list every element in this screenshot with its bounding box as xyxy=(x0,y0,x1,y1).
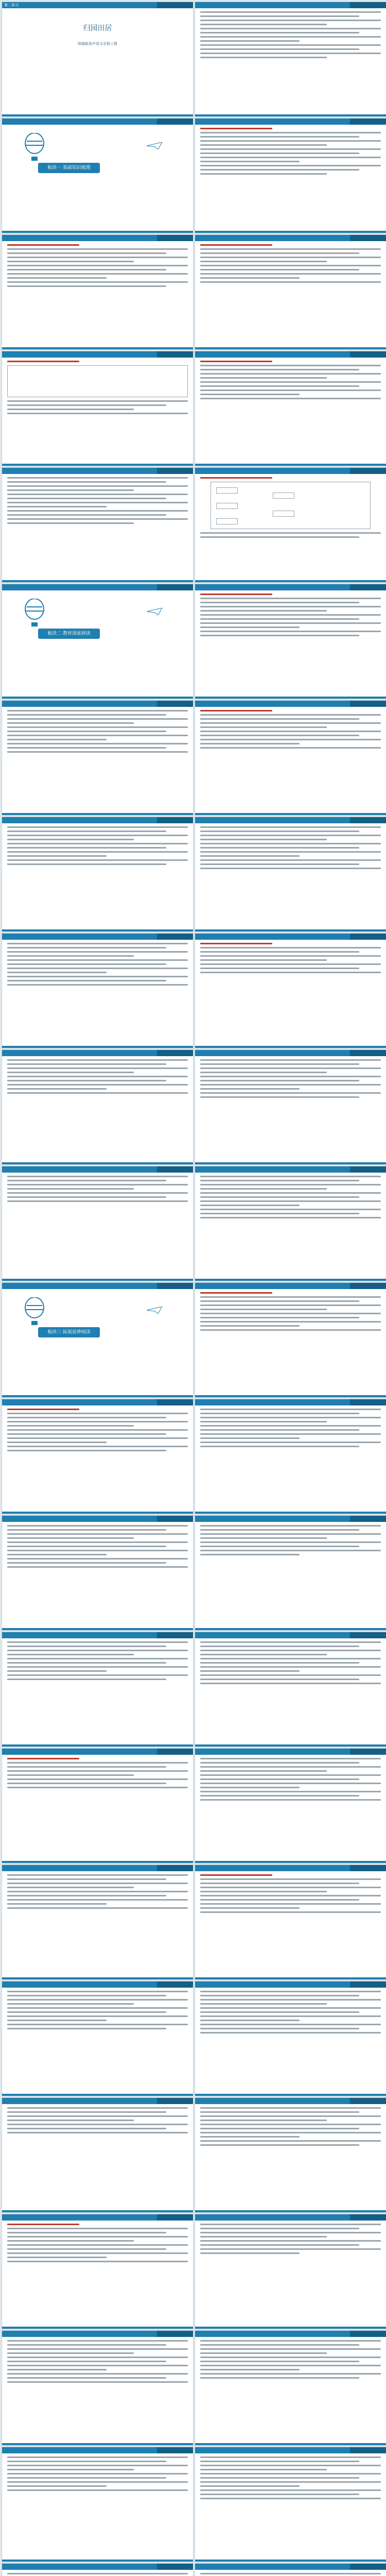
content-slide xyxy=(2,1166,193,1281)
unit-label: 第二单元 xyxy=(4,3,19,7)
content-slide xyxy=(195,2098,386,2212)
section-banner-3: 板块三 拓展延伸阅读 xyxy=(38,1327,100,1337)
hot-air-balloon-icon xyxy=(23,599,46,629)
content-slide xyxy=(2,1050,193,1164)
cover-title: 归园田居 xyxy=(83,24,112,32)
content-slide xyxy=(2,235,193,349)
content-slide xyxy=(195,1516,386,1630)
content-slide xyxy=(2,1399,193,1514)
paper-plane-icon xyxy=(147,142,162,149)
content-slide xyxy=(195,817,386,931)
content-slide xyxy=(2,934,193,1048)
diagram-slide xyxy=(195,468,386,582)
content-slide xyxy=(2,2564,193,2576)
content-slide xyxy=(195,118,386,233)
section-slide-2 xyxy=(2,584,193,699)
content-slide xyxy=(195,1865,386,1979)
content-slide xyxy=(2,1516,193,1630)
content-slide xyxy=(195,2,386,116)
content-slide xyxy=(195,1749,386,1863)
content-slide xyxy=(195,1166,386,1281)
content-slide xyxy=(2,468,193,582)
section-slide-3 xyxy=(2,1283,193,1397)
content-slide xyxy=(195,1283,386,1397)
paper-plane-icon xyxy=(147,608,162,615)
hot-air-balloon-icon xyxy=(23,133,46,163)
content-slide xyxy=(195,1399,386,1514)
section-banner-2: 板块二 教材深度研读 xyxy=(38,629,100,639)
content-slide xyxy=(2,817,193,931)
section-banner-1: 板块一 基础知识梳理 xyxy=(38,163,100,173)
content-slide xyxy=(195,2214,386,2329)
cover-slide xyxy=(2,2,193,116)
content-slide xyxy=(2,2331,193,2445)
content-slide xyxy=(2,2447,193,2562)
content-slide xyxy=(195,1981,386,2096)
content-slide xyxy=(195,2564,386,2576)
content-slide xyxy=(195,351,386,466)
content-slide xyxy=(195,2447,386,2562)
content-slide xyxy=(195,2331,386,2445)
table-slide xyxy=(2,351,193,466)
content-slide xyxy=(195,934,386,1048)
content-slide xyxy=(195,1050,386,1164)
content-slide xyxy=(2,1749,193,1863)
cover-subtitle: 统编版高中语文必修上册 xyxy=(78,42,117,46)
content-slide xyxy=(2,1632,193,1747)
content-slide xyxy=(2,2214,193,2329)
content-slide xyxy=(195,701,386,815)
section-slide-1 xyxy=(2,118,193,233)
content-slide xyxy=(195,584,386,699)
content-slide xyxy=(195,235,386,349)
paper-plane-icon xyxy=(147,1307,162,1314)
content-slide xyxy=(2,701,193,815)
content-slide xyxy=(2,2098,193,2212)
hot-air-balloon-icon xyxy=(23,1297,46,1327)
content-slide xyxy=(2,1865,193,1979)
content-slide xyxy=(2,1981,193,2096)
content-slide xyxy=(195,1632,386,1747)
